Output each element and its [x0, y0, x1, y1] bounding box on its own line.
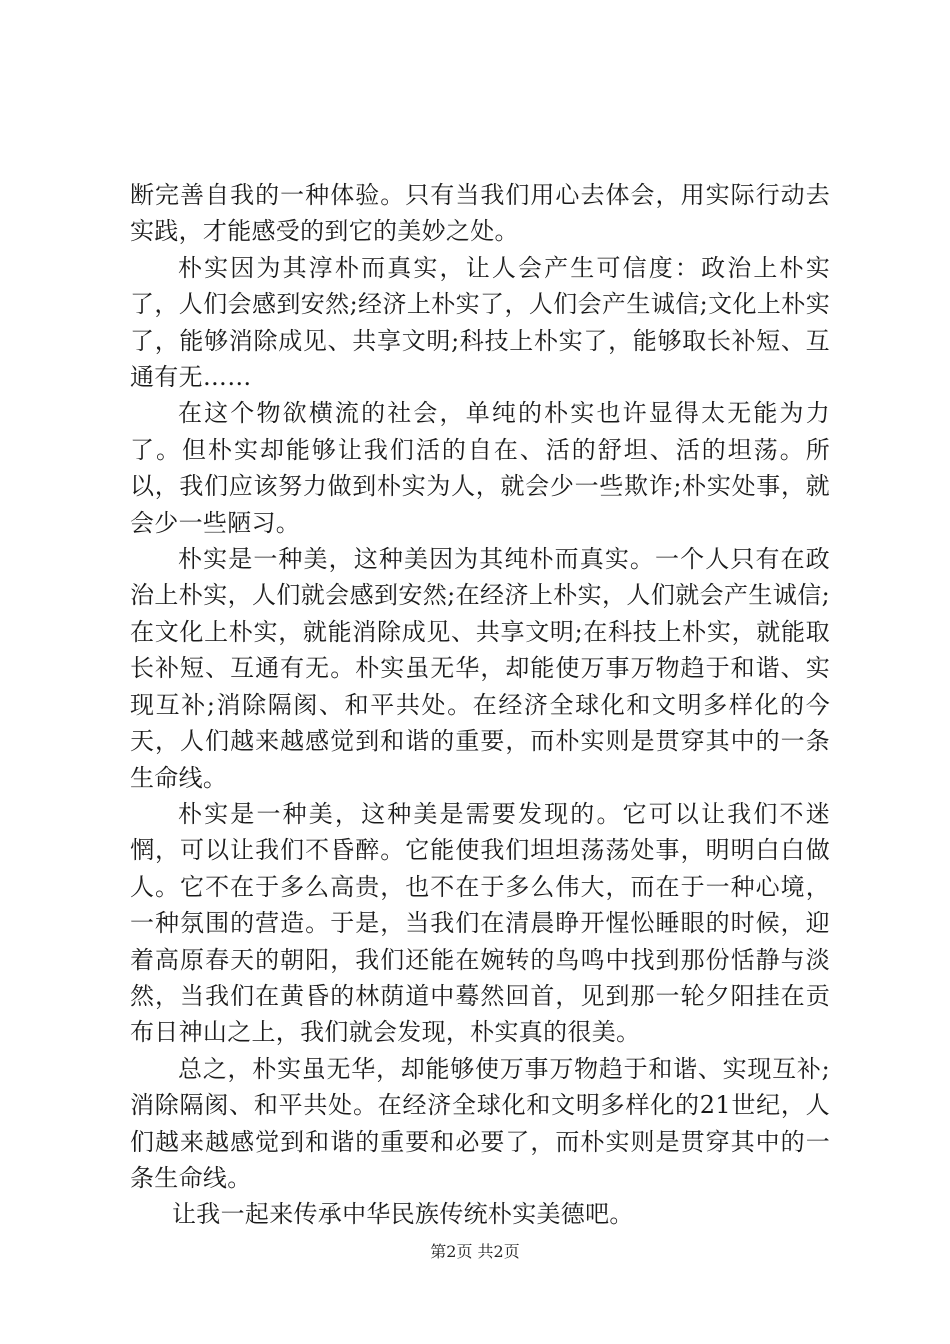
paragraph-materialistic-society: 在这个物欲横流的社会，单纯的朴实也许显得太无能为力了。但朴实却能够让我们活的自在、活的舒坦、活的坦荡。所以，我们应该努力做到朴实为人，就会少一些欺诈;朴实处事，就会少一些陋习。: [130, 399, 830, 537]
paragraph-closing: 让我一起来传承中华民族传统朴实美德吧。: [172, 1200, 634, 1229]
paragraph-beauty-discovery: 朴实是一种美，这种美是需要发现的。它可以让我们不迷惘，可以让我们不昏醉。它能使我们坦坦荡荡处事，明明白白做人。它不在于多么高贵，也不在于多么伟大，而在于一种心境，一种氛围的营造。于是，当我们在清晨睁开惺忪睡眼的时候，迎着高原春天的朝阳，我们还能在婉转的鸟鸣中找到那份恬静与淡然，当我们在黄昏的林荫道中蓦然回首，见到那一轮夕阳挂在贡布日神山之上，我们就会发现，朴实真的很美。: [130, 799, 830, 1047]
paragraph-sincerity-credibility: 朴实因为其淳朴而真实，让人会产生可信度：政治上朴实了，人们会感到安然;经济上朴实了，人们会产生诚信;文化上朴实了，能够消除成见、共享文明;科技上朴实了，能够取长补短、互通有无……: [130, 253, 830, 392]
paragraph-conclusion: 总之，朴实虽无华，却能够使万事万物趋于和谐、实现互补;消除隔阂、和平共处。在经济全球化和文明多样化的21世纪，人们越来越感觉到和谐的重要和必要了，而朴实则是贯穿其中的一条生命线。: [130, 1054, 830, 1192]
paragraph-simplicity-beauty: 朴实是一种美，这种美因为其纯朴而真实。一个人只有在政治上朴实，人们就会感到安然;在经济上朴实，人们就会产生诚信;在文化上朴实，就能消除成见、共享文明;在科技上朴实，就能取长补短、互通有无。朴实虽无华，却能使万事万物趋于和谐、实现互补;消除隔阂、和平共处。在经济全球化和文明多样化的今天，人们越来越感觉到和谐的重要，而朴实则是贯穿其中的一条生命线。: [130, 545, 830, 792]
paragraph-continuation: 断完善自我的一种体验。只有当我们用心去体会，用实际行动去实践，才能感受的到它的美妙之处。: [130, 181, 830, 246]
document-body: [130, 177, 830, 1233]
page-footer: 第2页 共2页: [430, 1242, 520, 1261]
